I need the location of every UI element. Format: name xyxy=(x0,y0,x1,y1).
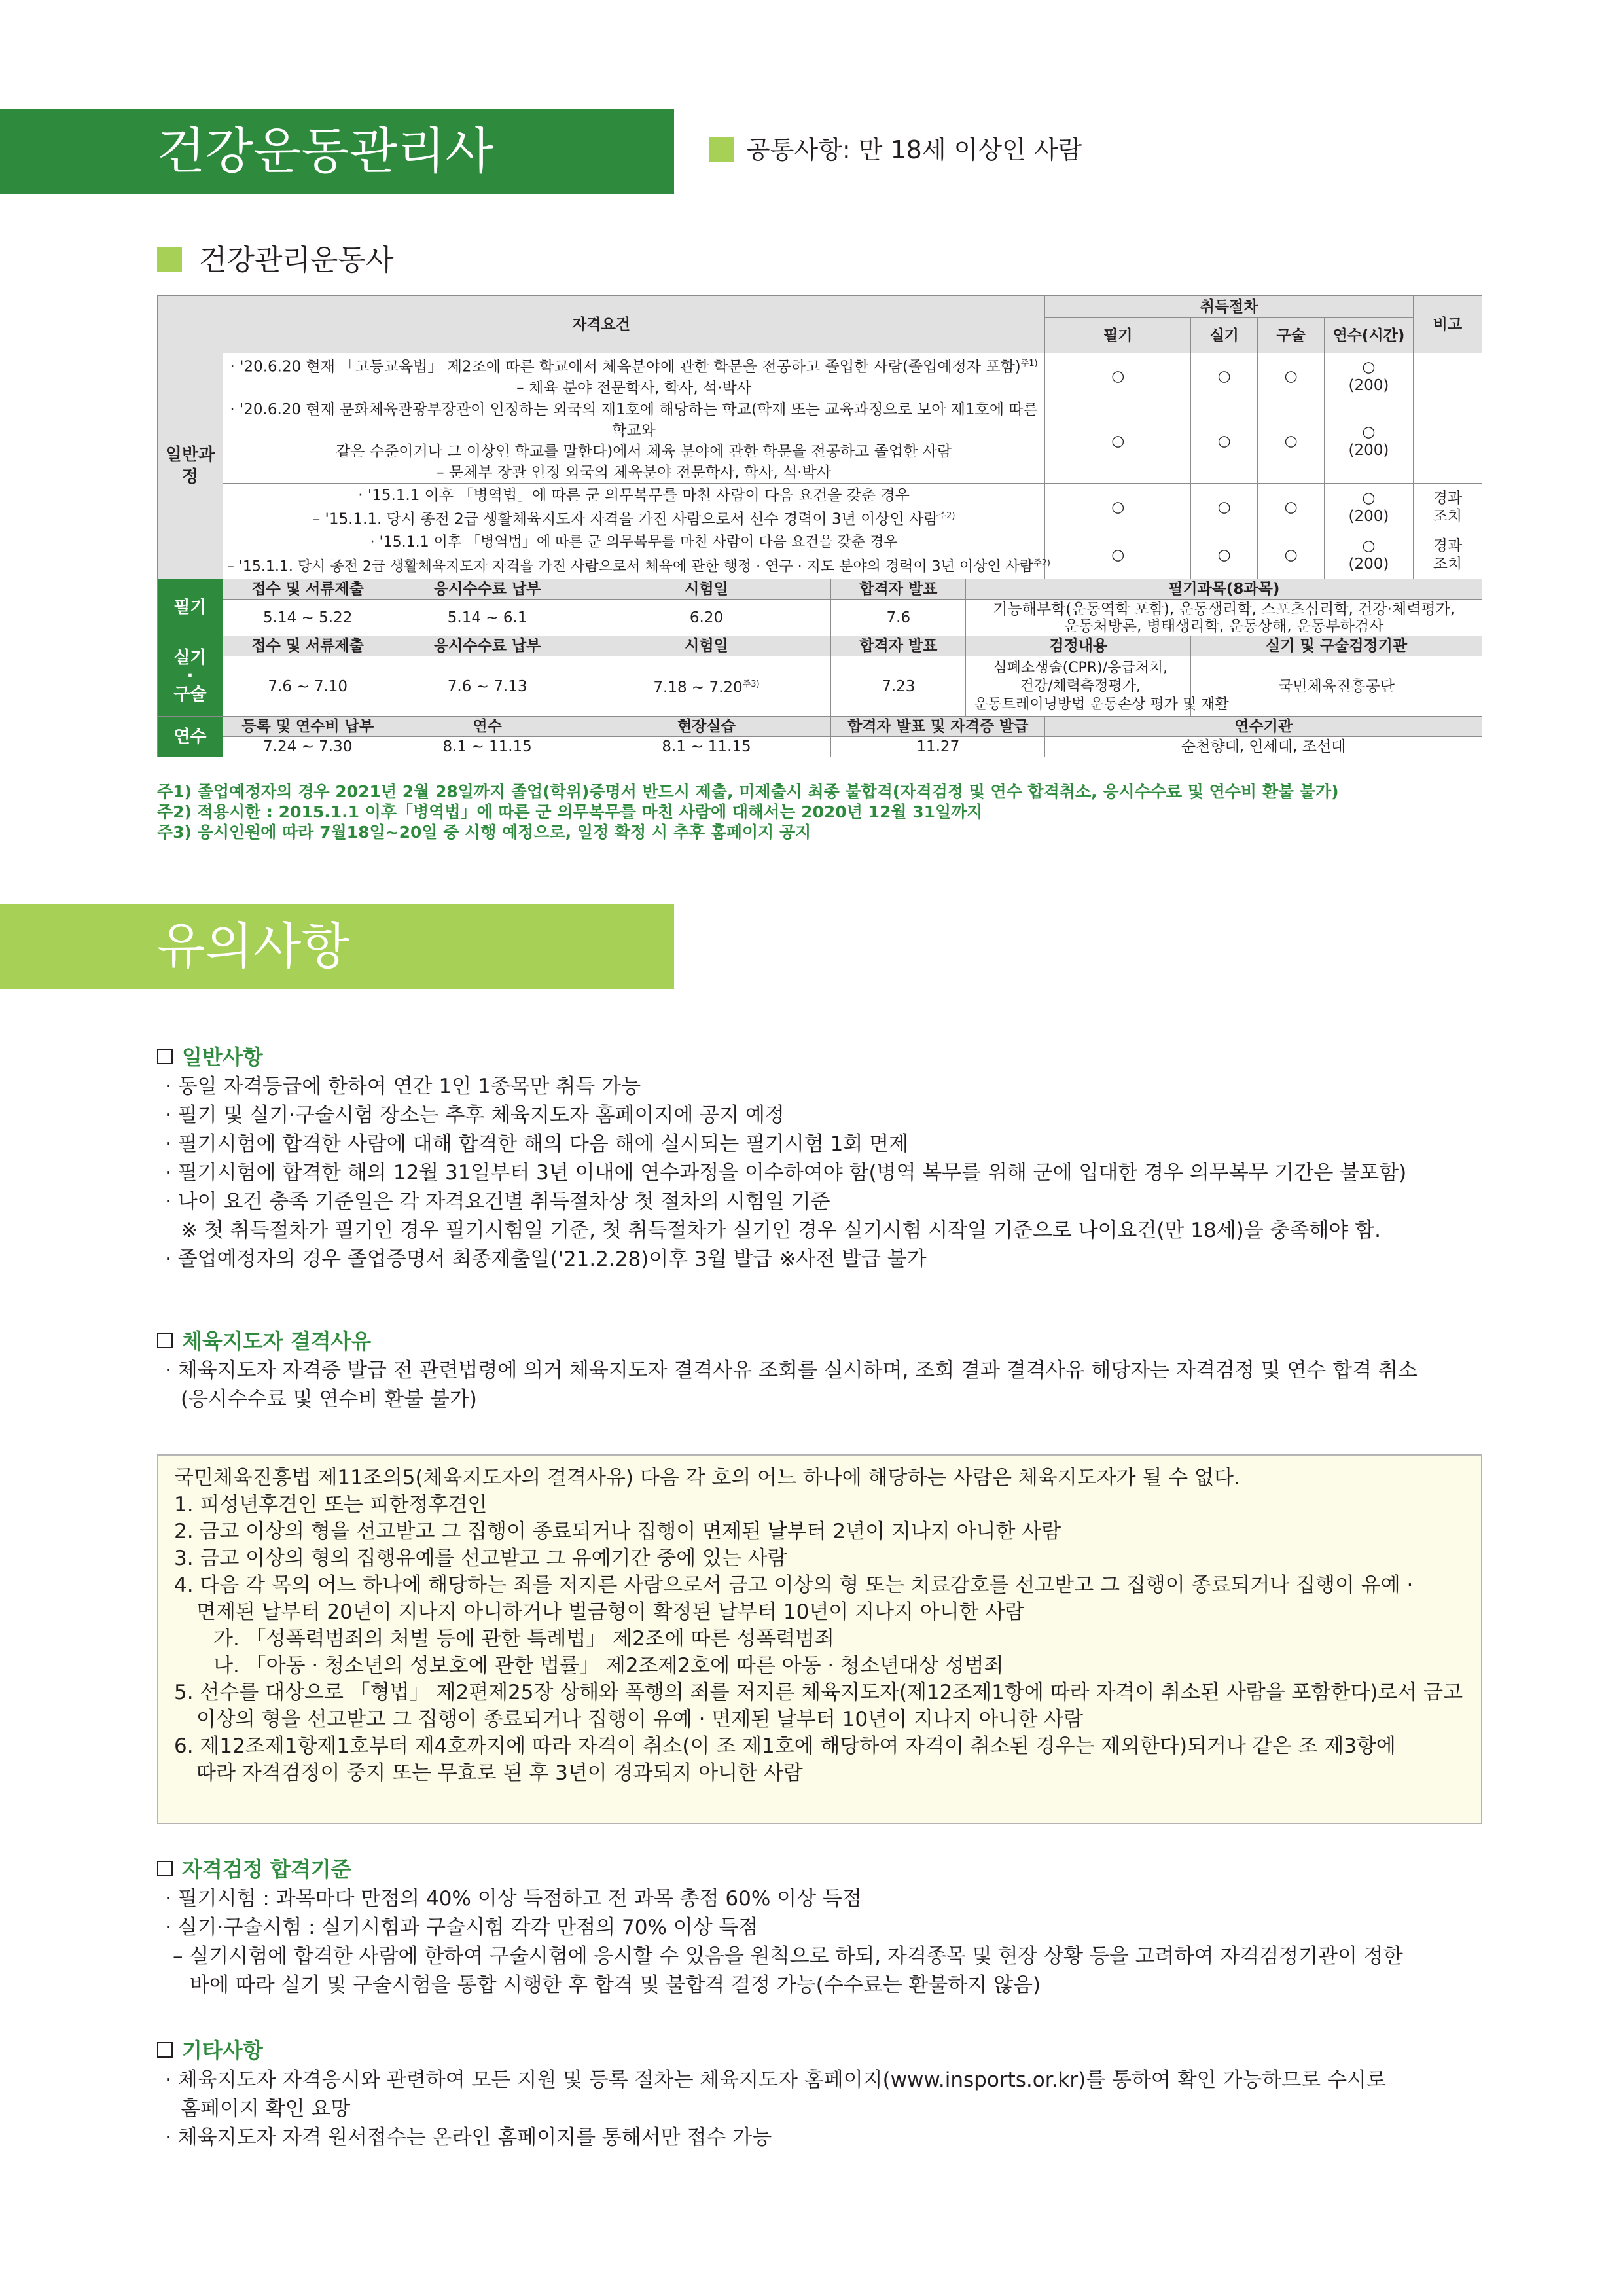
practical-org: 국민체육진흥공단 xyxy=(1191,656,1482,717)
condition-text: – 문체부 장관 인정 외국의 체육분야 전문학사, 학사, 석·박사 xyxy=(437,464,832,481)
mark: ○ xyxy=(1362,490,1376,507)
header-training: 연수(시간) xyxy=(1325,318,1414,353)
practical-h4: 합격자 발표 xyxy=(831,636,966,656)
written-h1: 접수 및 서류제출 xyxy=(223,579,393,600)
pass-title-text: 자격검정 합격기준 xyxy=(182,1857,351,1882)
note-cell xyxy=(1413,353,1482,399)
practical-v3 xyxy=(582,656,831,717)
practical-h1: 접수 및 서류제출 xyxy=(223,636,393,656)
list-item: · 체육지도자 자격 원서접수는 온라인 홈페이지를 통해서만 접수 가능 xyxy=(165,2126,772,2149)
condition-row-3 xyxy=(223,484,1044,531)
mark: ○ xyxy=(1362,537,1376,554)
condition-text: · '20.6.20 현재 문화체육관광부장관이 인정하는 외국의 제1호에 해당하는 학교(학제 또는 교육과정으로 보아 제1호에 따른 학교와 xyxy=(230,401,1038,439)
section-banner-title: 건강운동관리사 xyxy=(0,109,674,194)
header-practical: 실기 xyxy=(1191,318,1258,353)
written-v4: 7.6 xyxy=(831,600,966,636)
footnote-1: 주1) 졸업예정자의 경우 2021년 2월 28일까지 졸업(학위)증명서 반드시 제출, 미제출시 최종 불합격(자격검정 및 연수 합격취소, 응시수수료 및 연수비 환불 불가) xyxy=(157,782,1339,801)
training-h2: 연수 xyxy=(393,717,582,737)
training-v1: 7.24 ~ 7.30 xyxy=(223,737,393,757)
condition-text: · '15.1.1 이후 「병역법」에 따른 군 의무복무를 마친 사람이 다음 요건을 갖춘 경우 xyxy=(370,534,898,551)
list-item-note: ※ 첫 취득절차가 필기인 경우 필기시험일 기준, 첫 취득절차가 실기인 경우 실기시험 시작일 기준으로 나이요건(만 18세)을 충족해야 함. xyxy=(181,1219,1382,1242)
list-item: · 나이 요건 충족 기준일은 각 자격요건별 취득절차상 첫 절차의 시험일 기준 xyxy=(165,1190,830,1213)
header-requirement: 자격요건 xyxy=(158,296,1045,353)
law-line: 면제된 날부터 20년이 지나지 아니하거나 벌금형이 확정된 날부터 10년이 지나지 아니한 사람 xyxy=(196,1600,1025,1624)
mark-training xyxy=(1325,484,1414,531)
general-title xyxy=(157,1042,1406,1072)
written-v1: 5.14 ~ 5.22 xyxy=(223,600,393,636)
common-requirement-text: 공통사항: 만 18세 이상인 사람 xyxy=(746,135,1082,164)
written-v3: 6.20 xyxy=(582,600,831,636)
side-text: · xyxy=(187,666,194,686)
list-item: (응시수수료 및 연수비 환불 불가) xyxy=(181,1388,477,1411)
mark-oral: ○ xyxy=(1258,484,1325,531)
header-procedure: 취득절차 xyxy=(1045,296,1413,318)
law-line: 따라 자격검정이 중지 또는 무효로 된 후 3년이 경과되지 아니한 사람 xyxy=(196,1761,803,1785)
practical-v1: 7.6 ~ 7.10 xyxy=(223,656,393,717)
content-text: 운동트레이닝방법 운동손상 평가 및 재활 xyxy=(974,696,1229,713)
etc-title xyxy=(157,2036,1386,2066)
list-item: · 체육지도자 자격응시와 관련하여 모든 지원 및 등록 절차는 체육지도자 홈페이지(www.insports.or.kr)를 통하여 확인 가능하므로 수시로 xyxy=(165,2068,1386,2092)
mark-practical: ○ xyxy=(1191,399,1258,484)
side-text: 실기 xyxy=(173,648,207,668)
training-v2: 8.1 ~ 11.15 xyxy=(393,737,582,757)
mark-training xyxy=(1325,353,1414,399)
condition-row-4 xyxy=(223,531,1050,579)
subjects-text: 운동처방론, 병태생리학, 운동상해, 운동부하검사 xyxy=(1064,617,1384,635)
footnote-2: 주2) 적용시한 : 2015.1.1 이후「병역법」에 따른 군 의무복무를 마친 사람에 대해서는 2020년 12월 31일까지 xyxy=(157,802,983,821)
training-h4: 합격자 발표 및 자격증 발급 xyxy=(831,717,1045,737)
list-item: · 필기시험에 합격한 해의 12월 31일부터 3년 이내에 연수과정을 이수하여야 함(병역 복무를 위해 군에 입대한 경우 의무복무 기간은 불포함) xyxy=(165,1161,1407,1185)
law-box xyxy=(157,1454,1482,1824)
practical-h2: 응시수수료 납부 xyxy=(393,636,582,656)
mark-oral: ○ xyxy=(1258,531,1325,579)
written-h4: 합격자 발표 xyxy=(831,579,966,600)
footnote-mark: 주3) xyxy=(742,679,760,690)
training-h3: 현장실습 xyxy=(582,717,831,737)
mark-oral: ○ xyxy=(1258,353,1325,399)
side-written: 필기 xyxy=(158,579,223,636)
condition-text: – '15.1.1. 당시 종전 2급 생활체육지도자 자격을 가진 사람으로서 체육에 관한 행정 · 연구 · 지도 분야의 경력이 3년 이상인 사람 xyxy=(226,558,1034,575)
general-section xyxy=(157,1042,1406,1274)
law-line: 나. 「아동 · 청소년의 성보호에 관한 법률」 제2조제2호에 따른 아동 · 청소년대상 성범죄 xyxy=(213,1654,1004,1677)
list-item: · 졸업예정자의 경우 졸업증명서 최종제출일('21.2.28)이후 3월 발급 ※사전 발급 불가 xyxy=(165,1247,927,1271)
disq-title xyxy=(157,1326,1418,1356)
list-item: – 실기시험에 합격한 사람에 한하여 구술시험에 응시할 수 있음을 원칙으로 하되, 자격종목 및 현장 상황 등을 고려하여 자격검정기관이 정한 xyxy=(173,1945,1403,1968)
mark-oral: ○ xyxy=(1258,399,1325,484)
law-line: 5. 선수를 대상으로 「형법」 제2편제25장 상해와 폭행의 죄를 저지른 체육지도자(제12조제1항에 따라 자격이 취소된 사람을 포함한다)로서 금고 xyxy=(174,1681,1463,1704)
subtitle-text: 건강관리운동사 xyxy=(199,243,394,277)
training-h1: 등록 및 연수비 납부 xyxy=(223,717,393,737)
notice-banner: 유의사항 xyxy=(0,904,674,989)
content-text: 심폐소생술(CPR)/응급처치, xyxy=(993,659,1168,676)
list-item: · 필기시험 : 과목마다 만점의 40% 이상 득점하고 전 과목 총점 60% 이상 득점 xyxy=(165,1887,862,1910)
hours: (200) xyxy=(1348,376,1389,394)
content-text: 건강/체력측정평가, xyxy=(1020,677,1141,694)
pass-title xyxy=(157,1854,1403,1884)
mark-training xyxy=(1325,531,1414,579)
hours: (200) xyxy=(1348,556,1389,573)
written-h3: 시험일 xyxy=(582,579,831,600)
mark: ○ xyxy=(1362,423,1376,440)
law-line: 2. 금고 이상의 형을 선고받고 그 집행이 종료되거나 집행이 면제된 날부터 2년이 지나지 아니한 사람 xyxy=(174,1520,1061,1543)
list-item: · 필기시험에 합격한 사람에 대해 합격한 해의 다음 해에 실시되는 필기시험 1회 면제 xyxy=(165,1132,909,1156)
green-square-icon xyxy=(709,137,734,162)
law-line: 6. 제12조제1항제1호부터 제4호까지에 따라 자격이 취소(이 조 제1호에 해당하여 자격이 취소된 경우는 제외한다)되거나 같은 조 제3항에 xyxy=(174,1734,1396,1758)
law-line: 국민체육진흥법 제11조의5(체육지도자의 결격사유) 다음 각 호의 어느 하나에 해당하는 사람은 체육지도자가 될 수 없다. xyxy=(174,1466,1240,1490)
mark-training xyxy=(1325,399,1414,484)
footnote-mark: 주2) xyxy=(938,511,955,521)
condition-row-2 xyxy=(223,399,1044,484)
practical-content xyxy=(966,656,1229,717)
list-item: · 체육지도자 자격증 발급 전 관련법령에 의거 체육지도자 결격사유 조회를 실시하며, 조회 결과 결격사유 해당자는 자격검정 및 연수 합격 취소 xyxy=(165,1359,1418,1382)
footnotes xyxy=(157,781,1339,842)
written-subjects xyxy=(966,600,1482,636)
mark-practical: ○ xyxy=(1191,353,1258,399)
training-v3: 8.1 ~ 11.15 xyxy=(582,737,831,757)
law-line: 4. 다음 각 목의 어느 하나에 해당하는 죄를 저지른 사람으로서 금고 이상의 형 또는 치료감호를 선고받고 그 집행이 종료되거나 집행이 유예 · xyxy=(174,1573,1414,1597)
training-v4: 11.27 xyxy=(831,737,1045,757)
training-v5: 순천향대, 연세대, 조선대 xyxy=(1045,737,1482,757)
green-square-icon xyxy=(157,247,182,272)
law-line: 3. 금고 이상의 형의 집행유예를 선고받고 그 유예기간 중에 있는 사람 xyxy=(174,1547,787,1570)
practical-h5: 검정내용 xyxy=(966,636,1191,656)
checkbox-square-icon xyxy=(157,1861,173,1876)
condition-text: – '15.1.1. 당시 종전 2급 생활체육지도자 자격을 가진 사람으로서 선수 경력이 3년 이상인 사람 xyxy=(312,511,938,528)
written-h2: 응시수수료 납부 xyxy=(393,579,582,600)
subtitle xyxy=(157,242,394,279)
checkbox-square-icon xyxy=(157,1333,173,1348)
law-line: 이상의 형을 선고받고 그 집행이 종료되거나 집행이 유예 · 면제된 날부터 10년이 지나지 아니한 사람 xyxy=(196,1708,1084,1731)
side-text: 구술 xyxy=(173,685,207,704)
header-oral: 구술 xyxy=(1258,318,1325,353)
footnote-3: 주3) 응시인원에 따라 7월18일~20일 중 시행 예정으로, 일정 확정 시 추후 홈페이지 공지 xyxy=(157,823,812,842)
mark-written: ○ xyxy=(1045,353,1191,399)
disqualification-section xyxy=(157,1326,1418,1414)
condition-text: 같은 수준이거나 그 이상인 학교를 말한다)에서 체육 분야에 관한 학문을 전공하고 졸업한 사람 xyxy=(336,443,952,460)
law-line: 1. 피성년후견인 또는 피한정후견인 xyxy=(174,1493,488,1516)
hours: (200) xyxy=(1348,508,1389,525)
written-v2: 5.14 ~ 6.1 xyxy=(393,600,582,636)
practical-v2: 7.6 ~ 7.13 xyxy=(393,656,582,717)
condition-text: – 체육 분야 전문학사, 학사, 석·박사 xyxy=(516,379,751,397)
general-title-text: 일반사항 xyxy=(182,1045,263,1069)
checkbox-square-icon xyxy=(157,1049,173,1064)
practical-h6: 실기 및 구술검정기관 xyxy=(1191,636,1482,656)
mark-practical: ○ xyxy=(1191,531,1258,579)
common-requirement xyxy=(709,134,1082,166)
written-h5: 필기과목(8과목) xyxy=(966,579,1482,600)
checkbox-square-icon xyxy=(157,2042,173,2058)
condition-text: · '20.6.20 현재 「고등교육법」 제2조에 따른 학교에서 체육분야에 관한 학문을 전공하고 졸업한 사람(졸업예정자 포함) xyxy=(230,358,1021,376)
note-text: 경과 xyxy=(1433,490,1463,507)
condition-text: · '15.1.1 이후 「병역법」에 따른 군 의무복무를 마친 사람이 다음 요건을 갖춘 경우 xyxy=(358,486,910,504)
etc-section xyxy=(157,2036,1386,2152)
side-general: 일반과정 xyxy=(158,353,223,579)
hours: (200) xyxy=(1348,442,1389,459)
side-training: 연수 xyxy=(158,717,223,757)
disq-title-text: 체육지도자 결격사유 xyxy=(182,1329,372,1354)
list-item: 바에 따라 실기 및 구술시험을 통합 시행한 후 합격 및 불합격 결정 가능(수수료는 환불하지 않음) xyxy=(190,1973,1041,1997)
practical-h3: 시험일 xyxy=(582,636,831,656)
mark-written: ○ xyxy=(1045,399,1191,484)
list-item: · 동일 자격등급에 한하여 연간 1인 1종목만 취득 가능 xyxy=(165,1075,641,1098)
mark-written: ○ xyxy=(1045,531,1191,579)
mark-practical: ○ xyxy=(1191,484,1258,531)
mark: ○ xyxy=(1362,358,1376,376)
note-text: 조치 xyxy=(1433,556,1463,573)
pass-criteria-section xyxy=(157,1854,1403,2000)
footnote-mark: 주2) xyxy=(1033,558,1050,569)
requirements-table xyxy=(157,295,1482,757)
exam-date: 7.18 ~ 7.20 xyxy=(653,679,743,696)
practical-v4: 7.23 xyxy=(831,656,966,717)
law-line: 가. 「성폭력범죄의 처벌 등에 관한 특례법」 제2조에 따른 성폭력범죄 xyxy=(213,1627,835,1651)
note-cell xyxy=(1413,531,1482,579)
training-h5: 연수기관 xyxy=(1045,717,1482,737)
etc-title-text: 기타사항 xyxy=(182,2038,263,2063)
mark-written: ○ xyxy=(1045,484,1191,531)
list-item: · 실기·구술시험 : 실기시험과 구술시험 각각 만점의 70% 이상 득점 xyxy=(165,1916,758,1939)
side-practical xyxy=(158,636,223,717)
note-text: 조치 xyxy=(1433,508,1463,525)
subjects-text: 기능해부학(운동역학 포함), 운동생리학, 스포츠심리학, 건강·체력평가, xyxy=(993,600,1455,618)
footnote-mark: 주1) xyxy=(1020,359,1038,369)
condition-row-1 xyxy=(223,353,1044,399)
note-cell xyxy=(1413,484,1482,531)
header-note: 비고 xyxy=(1413,296,1482,353)
note-text: 경과 xyxy=(1433,537,1463,554)
list-item: · 필기 및 실기·구술시험 장소는 추후 체육지도자 홈페이지에 공지 예정 xyxy=(165,1103,785,1127)
list-item: 홈페이지 확인 요망 xyxy=(181,2097,351,2121)
header-written: 필기 xyxy=(1045,318,1191,353)
note-cell xyxy=(1413,399,1482,484)
